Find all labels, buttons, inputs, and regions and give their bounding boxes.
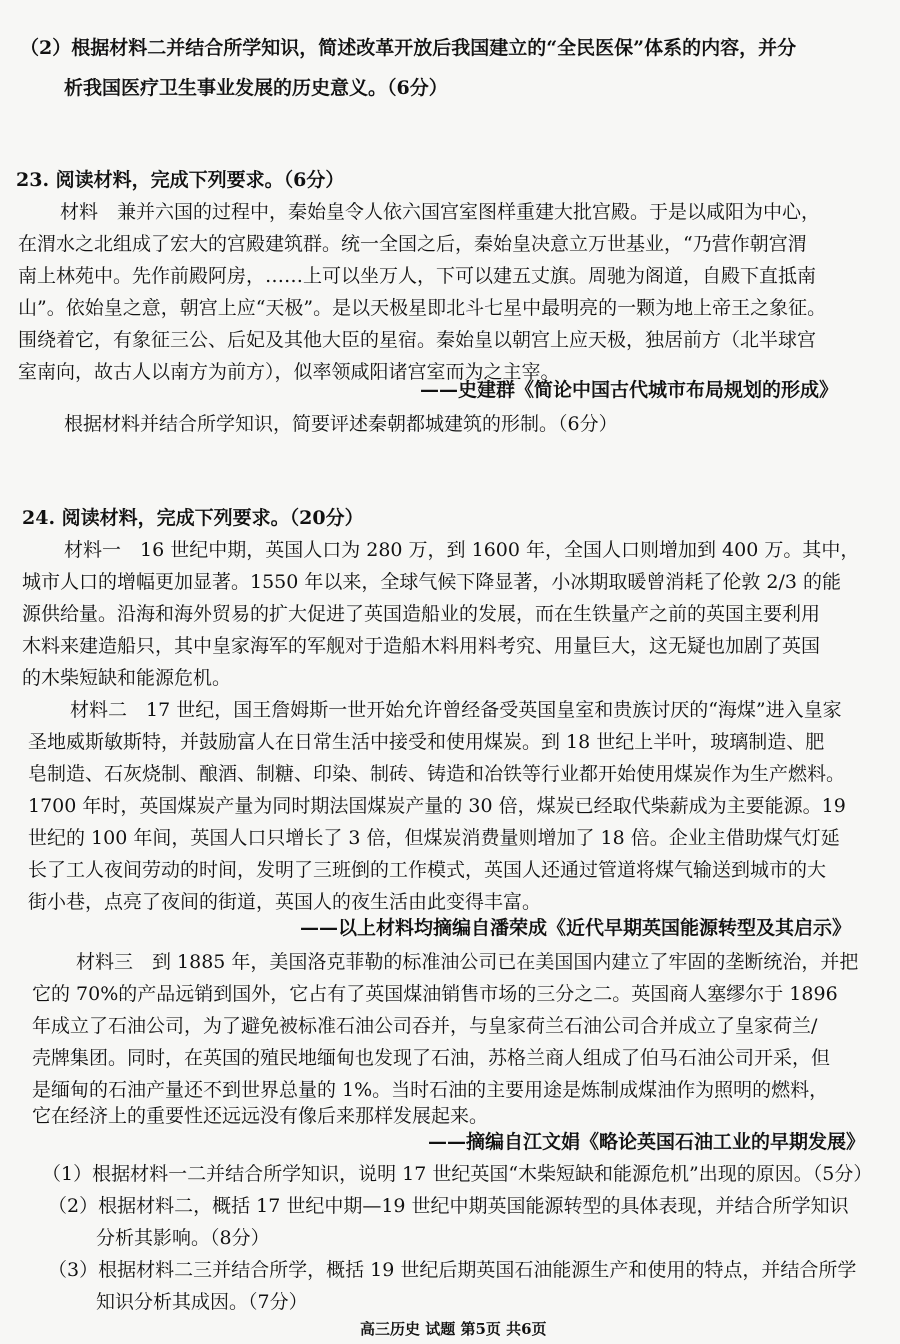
q23-heading: 23. 阅读材料，完成下列要求。（6分） — [16, 169, 345, 191]
q23-question: 根据材料并结合所学知识，简要评述秦朝都城建筑的形制。（6分） — [64, 413, 618, 435]
q24-material2-line: 1700 年时，英国煤炭产量为同时期法国煤炭产量的 30 倍，煤炭已经取代柴薪成为主要能源。19 — [28, 795, 846, 817]
q24-material2-line: 皂制造、石灰烧制、酿酒、制糖、印染、制砖、铸造和冶铁等行业都开始使用煤炭作为生产燃料。 — [28, 763, 846, 785]
q22-part2-line1: （2）根据材料二并结合所学知识，简述改革开放后我国建立的“全民医保”体系的内容，并分 — [20, 37, 797, 59]
q24-source3: ——摘编自江文娟《略论英国石油工业的早期发展》 — [428, 1131, 866, 1153]
q24-material1-line: 木料来建造船只，其中皇家海军的军舰对于造船木料用料考究、用量巨大，这无疑也加剧了英国 — [22, 635, 821, 657]
q24-source12: ——以上材料均摘编自潘荣成《近代早期英国能源转型及其启示》 — [300, 917, 852, 939]
q22-part2-line2: 析我国医疗卫生事业发展的历史意义。（6分） — [64, 77, 448, 99]
q24-material3-line: 它的 70%的产品远销到国外，它占有了英国煤油销售市场的三分之二。英国商人塞缪尔于 1896 — [32, 983, 838, 1005]
q24-material2-line: 世纪的 100 年间，英国人口只增长了 3 倍，但煤炭消费量则增加了 18 倍。企业主借助煤气灯延 — [28, 827, 840, 849]
q23-material-line: 室南向，故古人以南方为前方），似率领咸阳诸宫室而为之主宰。 — [18, 361, 560, 383]
q24-question-3-cont: 知识分析其成因。（7分） — [96, 1291, 308, 1313]
q24-material1-line: 的木柴短缺和能源危机。 — [22, 667, 232, 689]
q24-material3-line: 年成立了石油公司，为了避免被标准石油公司吞并，与皇家荷兰石油公司合并成立了皇家荷兰/ — [32, 1015, 818, 1037]
q24-material2-line: 街小巷，点亮了夜间的街道，英国人的夜生活由此变得丰富。 — [28, 891, 542, 913]
q24-material2-line: 长了工人夜间劳动的时间，发明了三班倒的工作模式，英国人还通过管道将煤气输送到城市的大 — [28, 859, 827, 881]
q24-question-2: （2）根据材料二，概括 17 世纪中期—19 世纪中期英国能源转型的具体表现，并结合所学知识 — [48, 1195, 849, 1217]
q23-material-line: 材料 兼并六国的过程中，秦始皇令人依六国宫室图样重建大批宫殿。于是以咸阳为中心， — [60, 201, 821, 223]
q24-material3-line: 是缅甸的石油产量还不到世界总量的 1%。当时石油的主要用途是炼制成煤油作为照明的燃料， — [32, 1079, 829, 1101]
q23-material-line: 围绕着它，有象征三公、后妃及其他大臣的星宿。秦始皇以朝宫上应天极，独居前方（北半球宫 — [18, 329, 817, 351]
q24-material1-line: 材料一 16 世纪中期，英国人口为 280 万，到 1600 年，全国人口则增加到 400 万。其中， — [64, 539, 860, 561]
q24-question-3: （3）根据材料二三并结合所学，概括 19 世纪后期英国石油能源生产和使用的特点，并结合所学 — [48, 1259, 857, 1281]
q24-material2-line: 圣地威斯敏斯特，并鼓励富人在日常生活中接受和使用煤炭。到 18 世纪上半叶，玻璃制造、肥 — [28, 731, 825, 753]
page-footer: 高三历史 试题 第5页 共6页 — [360, 1320, 547, 1338]
q24-heading: 24. 阅读材料，完成下列要求。（20分） — [22, 507, 364, 529]
q24-question-2-cont: 分析其影响。（8分） — [96, 1227, 270, 1249]
q23-source: ——史建群《简论中国古代城市布局规划的形成》 — [420, 379, 839, 401]
q24-material3-line: 壳牌集团。同时，在英国的殖民地缅甸也发现了石油，苏格兰商人组成了伯马石油公司开采，但 — [32, 1047, 831, 1069]
q24-material3-line: 它在经济上的重要性还远远没有像后来那样发展起来。 — [32, 1105, 489, 1127]
q23-material-line: 在渭水之北组成了宏大的宫殿建筑群。统一全国之后，秦始皇决意立万世基业，“乃营作朝宫渭 — [18, 233, 807, 255]
q23-material-line: 山”。依始皇之意，朝宫上应“天极”。是以天极星即北斗七星中最明亮的一颗为地上帝王之象征。 — [18, 297, 827, 319]
q23-material-line: 南上林苑中。先作前殿阿房，……上可以坐万人，下可以建五丈旗。周驰为阁道，自殿下直抵南 — [18, 265, 817, 287]
q24-material2-line: 材料二 17 世纪，国王詹姆斯一世开始允许曾经备受英国皇室和贵族讨厌的“海煤”进入皇家 — [70, 699, 842, 721]
q24-material3-line: 材料三 到 1885 年，美国洛克菲勒的标准油公司已在美国国内建立了牢固的垄断统治，并把 — [76, 951, 859, 973]
q24-question-1: （1）根据材料一二并结合所学知识，说明 17 世纪英国“木柴短缺和能源危机”出现的原因。（5分） — [42, 1163, 873, 1185]
q24-material1-line: 城市人口的增幅更加显著。1550 年以来，全球气候下降显著，小冰期取暖曾消耗了伦敦 2/3 的能 — [22, 571, 842, 593]
q24-material1-line: 源供给量。沿海和海外贸易的扩大促进了英国造船业的发展，而在生铁量产之前的英国主要利用 — [22, 603, 821, 625]
